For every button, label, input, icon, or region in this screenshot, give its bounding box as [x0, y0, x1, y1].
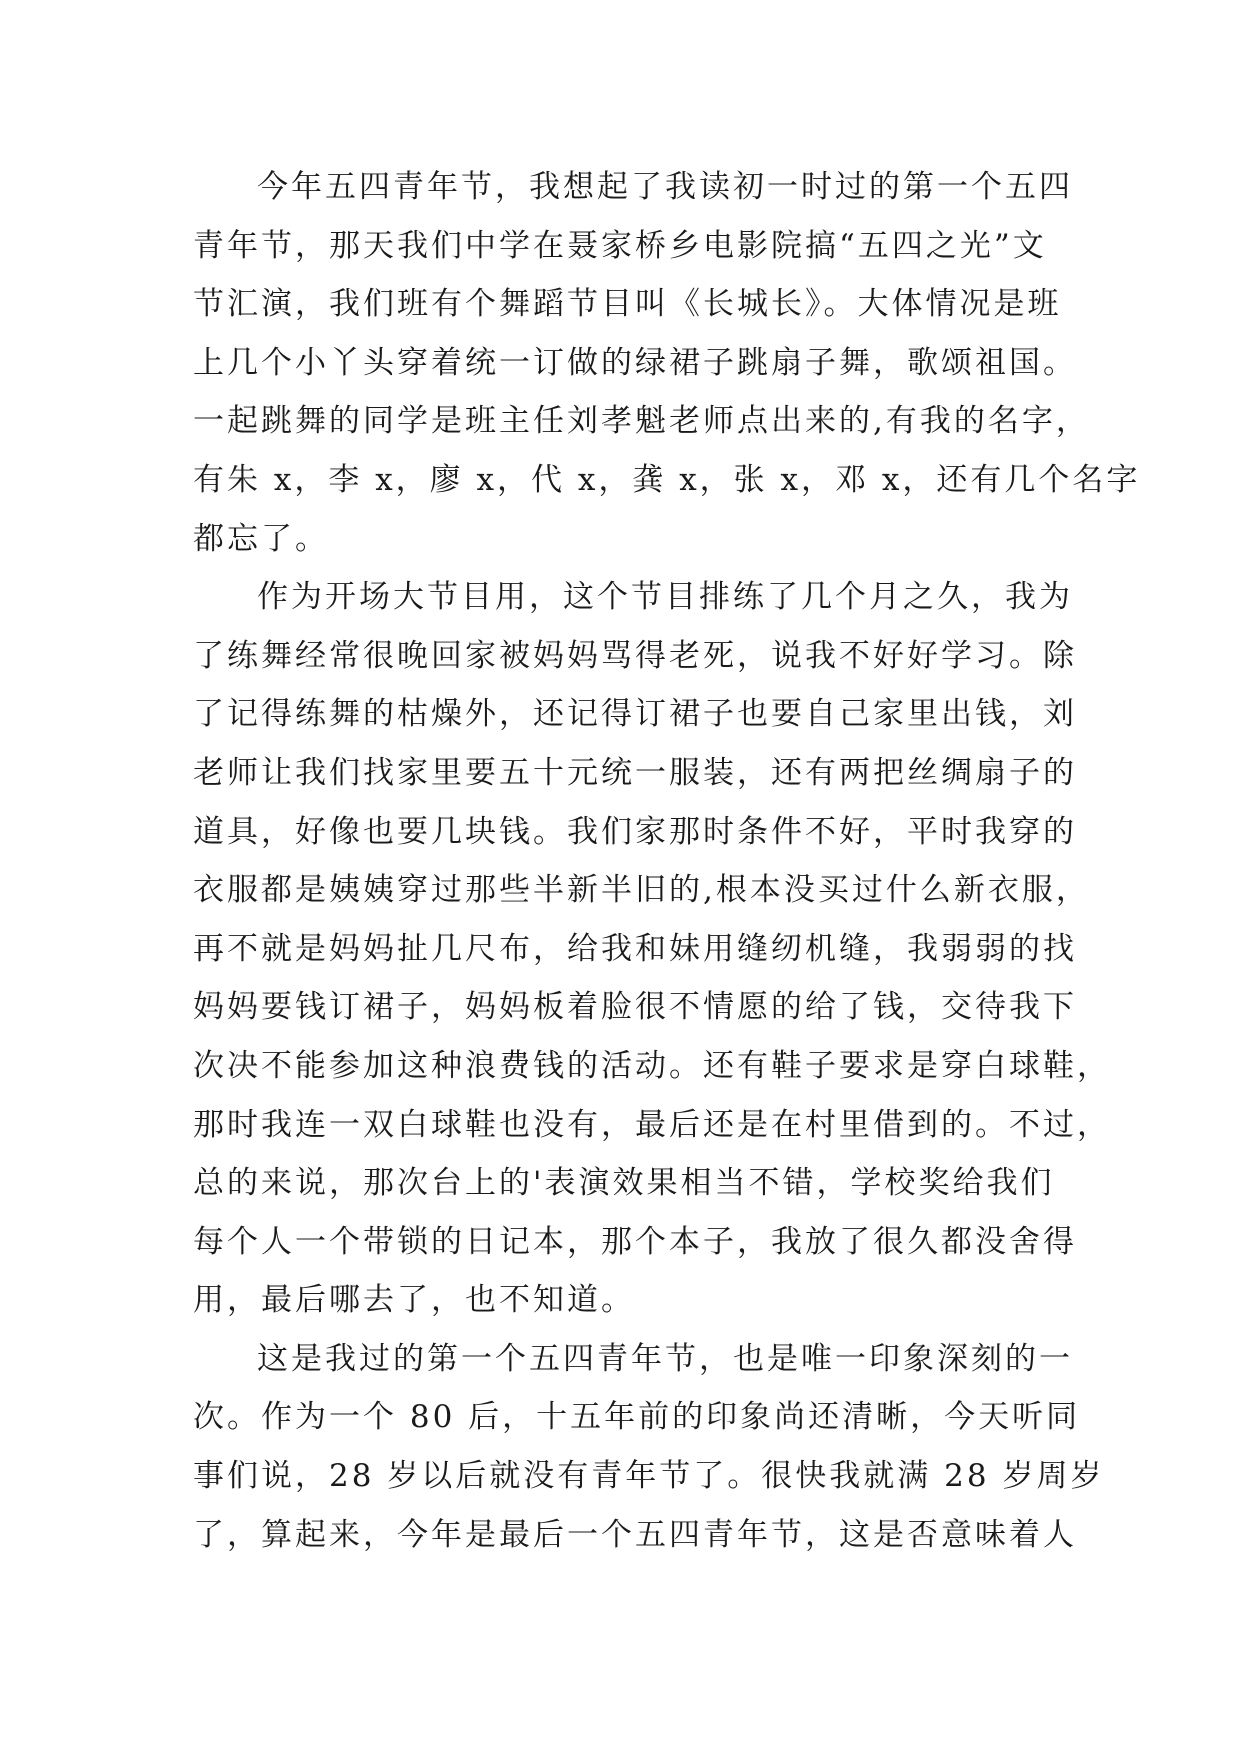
text-line: 道具，好像也要几块钱。我们家那时条件不好，平时我穿的 [193, 813, 1077, 850]
text-line: 总的来说，那次台上的'表演效果相当不错，学校奖给我们 [193, 1165, 1055, 1202]
text-line: 了记得练舞的枯燥外，还记得订裙子也要自己家里出钱，刘 [193, 696, 1077, 733]
text-line: 今年五四青年节，我想起了我读初一时过的第一个五四 [257, 169, 1073, 205]
text-line: 了练舞经常很晚回家被妈妈骂得老死，说我不好好学习。除 [193, 637, 1077, 674]
text-line: 这是我过的第一个五四青年节，也是唯一印象深刻的一 [257, 1340, 1073, 1377]
text-line: 次决不能参加这种浪费钱的活动。还有鞋子要求是穿白球鞋， [193, 1047, 1111, 1084]
text-line: 有朱 x，李 x，廖 x，代 x，龚 x，张 x，邓 x，还有几个名字 [193, 461, 1141, 498]
text-line: 再不就是妈妈扯几尺布，给我和妹用缝纫机缝，我弱弱的找 [193, 930, 1077, 967]
text-line: 用，最后哪去了，也不知道。 [193, 1282, 635, 1319]
paragraph-1 [193, 158, 1141, 568]
text-line: 每个人一个带锁的日记本，那个本子，我放了很久都没舍得 [193, 1223, 1077, 1260]
text-line: 都忘了。 [193, 520, 329, 557]
text-line: 那时我连一双白球鞋也没有，最后还是在村里借到的。不过， [193, 1106, 1111, 1143]
text-line: 作为开场大节目用，这个节目排练了几个月之久，我为 [257, 579, 1073, 616]
text-line: 上几个小丫头穿着统一订做的绿裙子跳扇子舞，歌颂祖国。 [193, 344, 1077, 381]
text-line: 节汇演，我们班有个舞蹈节目叫《长城长》。大体情况是班 [193, 286, 1062, 323]
text-line: 青年节，那天我们中学在聂家桥乡电影院搞“五四之光”文 [193, 227, 1047, 264]
text-line: 一起跳舞的同学是班主任刘孝魁老师点出来的,有我的名字， [193, 403, 1090, 440]
text-line: 事们说，28 岁以后就没有青年节了。很快我就满 28 岁周岁 [193, 1458, 1105, 1495]
document-body [193, 158, 1141, 1564]
text-line: 妈妈要钱订裙子，妈妈板着脸很不情愿的给了钱，交待我下 [193, 989, 1077, 1026]
text-line: 衣服都是姨姨穿过那些半新半旧的,根本没买过什么新衣服， [193, 872, 1090, 909]
text-line: 老师让我们找家里要五十元统一服装，还有两把丝绸扇子的 [193, 754, 1077, 791]
text-line: 了，算起来，今年是最后一个五四青年节，这是否意味着人 [193, 1516, 1077, 1553]
paragraph-2 [193, 568, 1111, 1330]
paragraph-3 [193, 1330, 1105, 1564]
text-line: 次。作为一个 80 后，十五年前的印象尚还清晰，今天听同 [193, 1399, 1081, 1436]
